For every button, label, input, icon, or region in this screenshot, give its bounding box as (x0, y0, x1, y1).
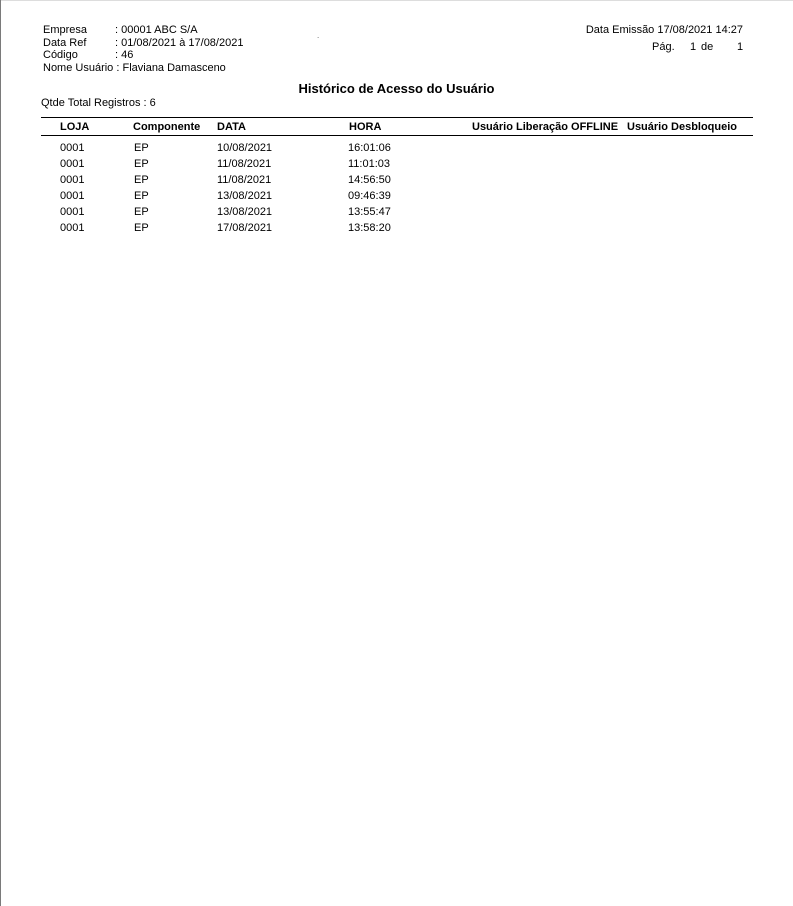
table-body (0, 142, 793, 238)
cell-componente: EP (134, 190, 149, 202)
cell-loja: 0001 (60, 222, 85, 234)
column-header-loja: LOJA (60, 121, 90, 133)
cell-loja: 0001 (60, 174, 85, 186)
cell-hora: 13:58:20 (348, 222, 391, 234)
cell-componente: EP (134, 158, 149, 170)
cell-componente: EP (134, 206, 149, 218)
codigo-value: : 46 (115, 49, 134, 61)
cell-hora: 13:55:47 (348, 206, 391, 218)
pagina-total: 1 (737, 41, 744, 53)
cell-loja: 0001 (60, 190, 85, 202)
cell-data: 11/08/2021 (217, 174, 272, 186)
data-emissao: Data Emissão 17/08/2021 14:27 (585, 24, 743, 36)
table-row (0, 142, 793, 158)
codigo-label: Código (43, 49, 78, 61)
cell-hora: 11:01:03 (348, 158, 391, 170)
cell-data: 11/08/2021 (217, 158, 272, 170)
data-ref-label: Data Ref (43, 37, 87, 49)
cell-loja: 0001 (60, 158, 85, 170)
column-header-desbloqueio: Usuário Desbloqueio (627, 121, 738, 133)
table-header-bottom-rule (41, 135, 753, 136)
total-registros: Qtde Total Registros : 6 (41, 97, 156, 109)
table-top-rule (41, 117, 753, 118)
cell-data: 13/08/2021 (217, 190, 273, 202)
empresa-value: : 00001 ABC S/A (115, 24, 198, 36)
table-row (0, 158, 793, 174)
column-header-data: DATA (217, 121, 246, 133)
pagina-de: de (701, 41, 714, 53)
cell-loja: 0001 (60, 206, 85, 218)
cell-componente: EP (134, 142, 149, 154)
cell-hora: 16:01:06 (348, 142, 391, 154)
table-row (0, 190, 793, 206)
pagina-numero: 1 (690, 41, 697, 53)
cell-data: 13/08/2021 (217, 206, 273, 218)
page-top-border (0, 0, 793, 1)
stray-dot-mark: . (317, 31, 320, 40)
column-header-componente: Componente (133, 121, 201, 133)
table-row (0, 174, 793, 190)
cell-hora: 14:56:50 (348, 174, 391, 186)
nome-usuario: Nome Usuário : Flaviana Damasceno (43, 62, 226, 74)
column-header-hora: HORA (349, 121, 382, 133)
table-row (0, 206, 793, 222)
cell-loja: 0001 (60, 142, 85, 154)
cell-componente: EP (134, 174, 149, 186)
cell-hora: 09:46:39 (348, 190, 391, 202)
cell-data: 17/08/2021 (217, 222, 273, 234)
data-ref-value: : 01/08/2021 à 17/08/2021 (115, 37, 244, 49)
pagina-label: Pág. (652, 41, 675, 53)
report-title: Histórico de Acesso do Usuário (298, 81, 495, 96)
cell-componente: EP (134, 222, 149, 234)
column-header-liberacao-offline: Usuário Liberação OFFLINE (472, 121, 619, 133)
page-left-border (0, 0, 1, 906)
table-row (0, 222, 793, 238)
cell-data: 10/08/2021 (217, 142, 273, 154)
empresa-label: Empresa (43, 24, 88, 36)
